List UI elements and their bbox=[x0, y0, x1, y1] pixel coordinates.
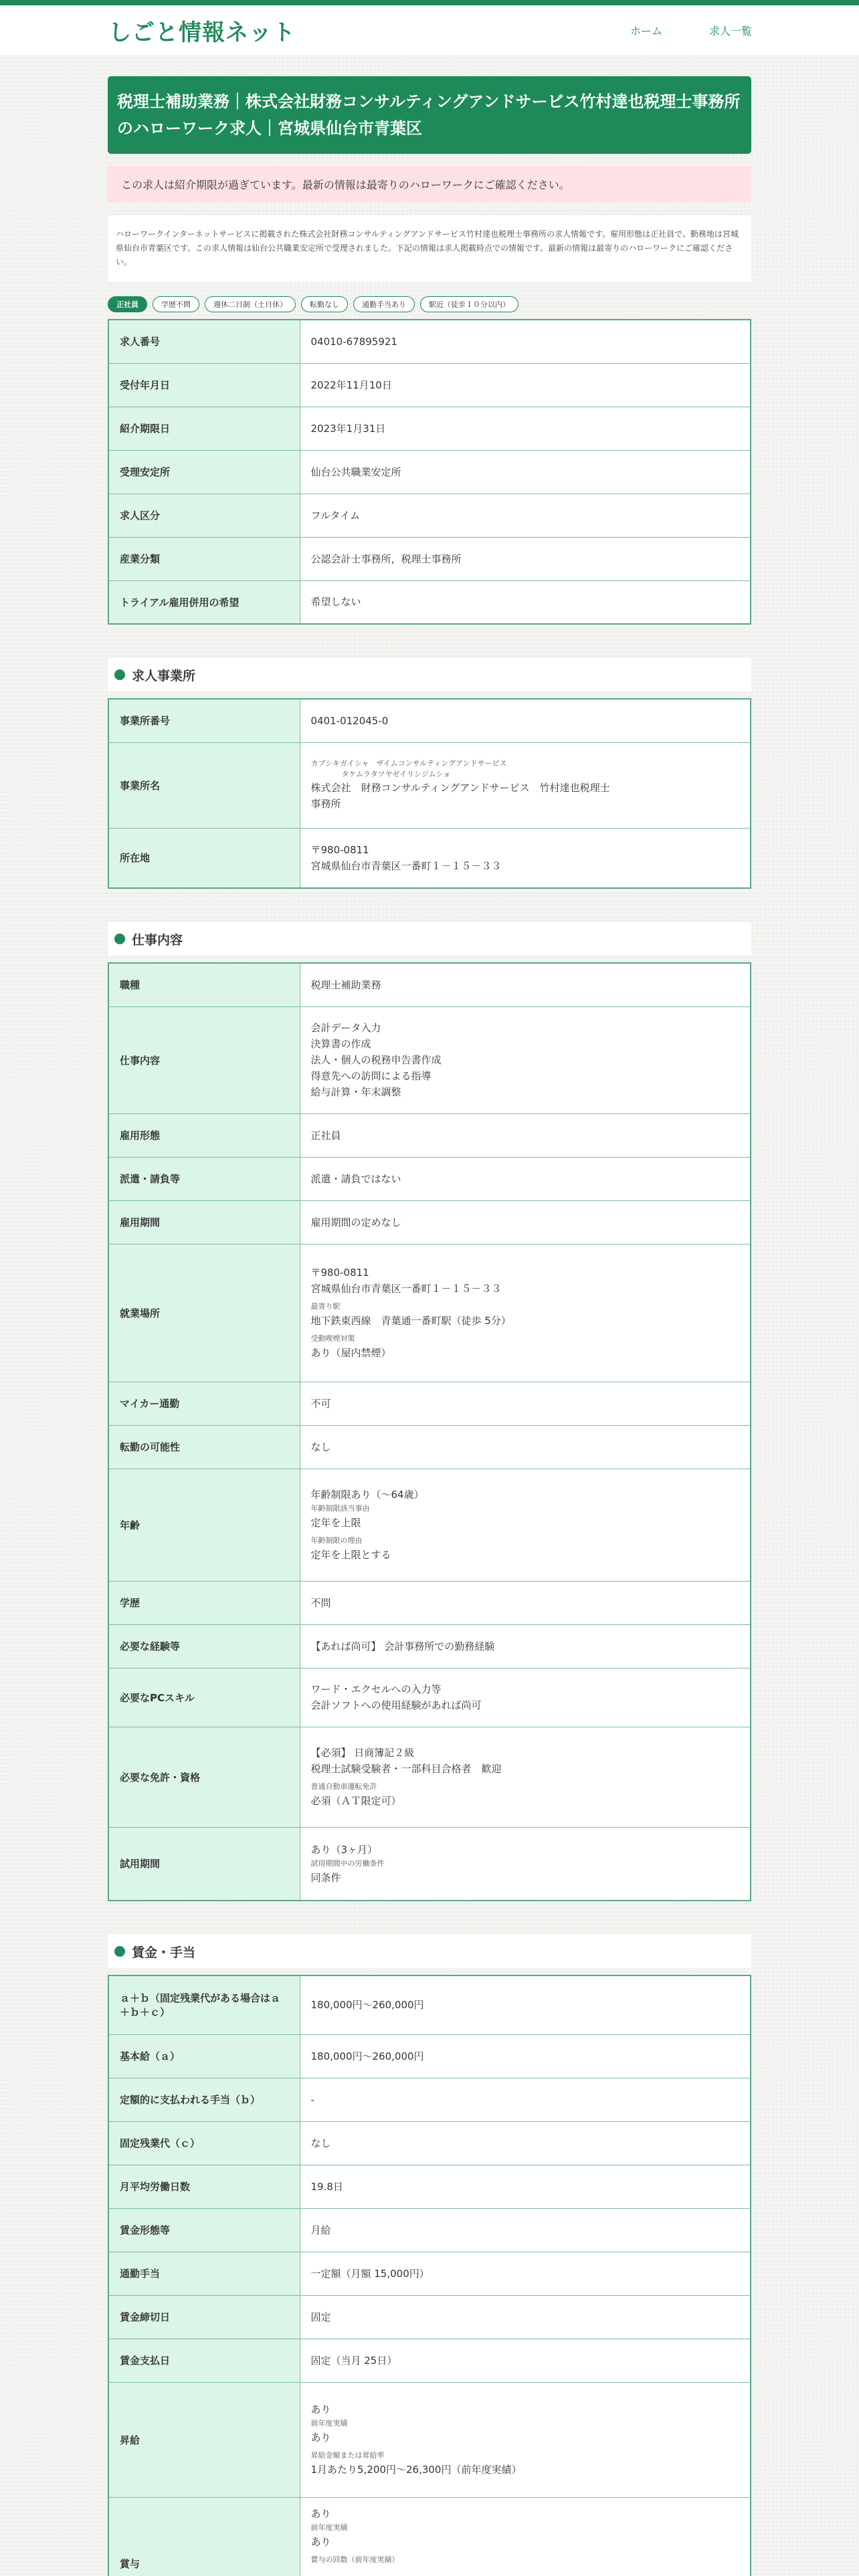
pc-skill: ワード・エクセルへの入力等 bbox=[310, 1683, 442, 1695]
table-row bbox=[108, 2078, 751, 2121]
table-row bbox=[108, 828, 751, 888]
row-label: 転勤の可能性 bbox=[108, 1425, 300, 1469]
table-row bbox=[108, 1382, 751, 1425]
section-office-heading bbox=[108, 658, 751, 691]
row-value: 一定額（月額 15,000円） bbox=[300, 2252, 751, 2295]
office-address-cell bbox=[300, 828, 751, 888]
nearest-station: 地下鉄東西線 青葉通一番町駅（徒歩 5分） bbox=[310, 1315, 511, 1327]
row-value: 固定 bbox=[300, 2295, 751, 2339]
row-value: 180,000円〜260,000円 bbox=[300, 1975, 751, 2034]
row-value: 不可 bbox=[300, 1382, 751, 1425]
site-logo[interactable]: しごと情報ネット bbox=[108, 19, 296, 46]
table-row bbox=[108, 1006, 751, 1113]
bonus-value: あり bbox=[310, 2507, 331, 2520]
row-label: 受付年月日 bbox=[108, 363, 300, 407]
office-table bbox=[108, 698, 751, 889]
row-value: 04010-67895921 bbox=[300, 320, 751, 363]
table-row bbox=[108, 2252, 751, 2295]
table-row bbox=[108, 1727, 751, 1827]
row-value: フルタイム bbox=[300, 494, 751, 537]
office-address: 宮城県仙台市青葉区一番町１－１５－３３ bbox=[310, 859, 502, 872]
row-label: 賃金締切日 bbox=[108, 2295, 300, 2339]
content-line: 決算書の作成 bbox=[310, 1038, 371, 1050]
raise-prev: あり bbox=[310, 2432, 331, 2444]
raise-cell bbox=[300, 2382, 751, 2497]
row-value: 月給 bbox=[300, 2208, 751, 2252]
row-label: 雇用形態 bbox=[108, 1113, 300, 1157]
row-label: 職種 bbox=[108, 963, 300, 1006]
row-value: なし bbox=[300, 1425, 751, 1469]
office-name-kana-2: タケムラタツヤゼイリシジムショ bbox=[341, 770, 451, 778]
bullet-dot-icon bbox=[114, 669, 125, 680]
row-label: 必要なPCスキル bbox=[108, 1668, 300, 1727]
row-label: 学歴 bbox=[108, 1581, 300, 1624]
table-row bbox=[108, 2382, 751, 2497]
table-row bbox=[108, 2121, 751, 2165]
row-value: 不問 bbox=[300, 1581, 751, 1624]
sub-label: 賞与の回数（前年度実績） bbox=[310, 2555, 399, 2564]
basic-info-table bbox=[108, 319, 751, 625]
postal-code: 〒980-0811 bbox=[310, 1267, 369, 1279]
section-title-text: 仕事内容 bbox=[132, 932, 183, 948]
table-row bbox=[108, 742, 751, 828]
row-value: 公認会計士事務所，税理士事務所 bbox=[300, 537, 751, 580]
row-value: 0401-012045-0 bbox=[300, 699, 751, 742]
row-label: 固定残業代（ｃ） bbox=[108, 2121, 300, 2165]
table-row bbox=[108, 537, 751, 580]
pc-skill-cell bbox=[300, 1668, 751, 1727]
wage-table bbox=[108, 1975, 751, 2576]
table-row bbox=[108, 1200, 751, 1244]
raise-value: あり bbox=[310, 2403, 331, 2416]
trial-condition: 同条件 bbox=[310, 1871, 341, 1884]
row-value: 仙台公共職業安定所 bbox=[300, 450, 751, 494]
pc-skill: 会計ソフトへの使用経験があれば尚可 bbox=[310, 1699, 482, 1711]
section-wage-heading bbox=[108, 1935, 751, 1968]
age-reason: 定年を上限 bbox=[310, 1517, 361, 1529]
row-value: 180,000円〜260,000円 bbox=[300, 2034, 751, 2078]
site-header bbox=[0, 5, 859, 55]
job-table bbox=[108, 962, 751, 1901]
table-row bbox=[108, 450, 751, 494]
row-label: 雇用期間 bbox=[108, 1200, 300, 1244]
row-label: 求人区分 bbox=[108, 494, 300, 537]
row-label: 所在地 bbox=[108, 828, 300, 888]
tag-education: 学歴不問 bbox=[153, 296, 199, 312]
sub-label: 昇給金額または昇給率 bbox=[310, 2451, 385, 2460]
table-row bbox=[108, 407, 751, 450]
row-label: 仕事内容 bbox=[108, 1006, 300, 1113]
table-row bbox=[108, 1113, 751, 1157]
row-label: 産業分類 bbox=[108, 537, 300, 580]
sub-label: 年齢制限該当事由 bbox=[310, 1504, 370, 1513]
row-label: 試用期間 bbox=[108, 1827, 300, 1901]
tag-list bbox=[108, 296, 751, 312]
row-label: 紹介期限日 bbox=[108, 407, 300, 450]
main-content bbox=[108, 55, 751, 2576]
row-label: 基本給（ａ） bbox=[108, 2034, 300, 2078]
sub-label: 前年度実績 bbox=[310, 2419, 348, 2428]
table-row bbox=[108, 1624, 751, 1668]
office-name-cell bbox=[300, 742, 751, 828]
raise-amount: 1月あたり5,200円〜26,300円（前年度実績） bbox=[310, 2464, 522, 2476]
age-limit: 年齢制限あり（～64歳） bbox=[310, 1489, 424, 1501]
sub-label: 普通自動車運転免許 bbox=[310, 1782, 377, 1791]
table-row bbox=[108, 1975, 751, 2034]
section-title-text: 賃金・手当 bbox=[132, 1945, 196, 1960]
trial-period: あり（3ヶ月） bbox=[310, 1843, 378, 1856]
row-value: - bbox=[300, 2078, 751, 2121]
job-content-cell bbox=[300, 1006, 751, 1113]
row-value: 固定（当月 25日） bbox=[300, 2339, 751, 2382]
smoking-policy: あり（屋内禁煙） bbox=[310, 1347, 391, 1359]
row-label: トライアル雇用併用の希望 bbox=[108, 580, 300, 624]
age-why: 定年を上限とする bbox=[310, 1549, 391, 1561]
top-accent-bar bbox=[0, 0, 859, 5]
row-label: 賃金支払日 bbox=[108, 2339, 300, 2382]
license-welcome: 税理士試験受験者・一部科目合格者 歓迎 bbox=[310, 1763, 502, 1775]
row-value: 希望しない bbox=[300, 580, 751, 624]
row-label: マイカー通勤 bbox=[108, 1382, 300, 1425]
row-label: 賞与 bbox=[108, 2497, 300, 2576]
sub-label: 受動喫煙対策 bbox=[310, 1334, 355, 1343]
main-nav bbox=[630, 23, 752, 38]
row-label: 必要な経験等 bbox=[108, 1624, 300, 1668]
content-line: 得意先への訪問による指導 bbox=[310, 1070, 432, 1082]
workplace-cell bbox=[300, 1244, 751, 1382]
table-row bbox=[108, 1827, 751, 1901]
row-label: 受理安定所 bbox=[108, 450, 300, 494]
table-row bbox=[108, 1425, 751, 1469]
license-cell bbox=[300, 1727, 751, 1827]
row-label: ａ＋ｂ（固定残業代がある場合はａ＋ｂ＋ｃ） bbox=[108, 1975, 300, 2034]
table-row bbox=[108, 2497, 751, 2576]
page-title: 税理士補助業務｜株式会社財務コンサルティングアンドサービス竹村達也税理士事務所のハローワーク求人｜宮城県仙台市青葉区 bbox=[108, 76, 751, 154]
row-label: 年齢 bbox=[108, 1469, 300, 1581]
table-row bbox=[108, 2295, 751, 2339]
table-row bbox=[108, 1469, 751, 1581]
table-row bbox=[108, 2165, 751, 2208]
row-value: 19.8日 bbox=[300, 2165, 751, 2208]
table-row bbox=[108, 1244, 751, 1382]
table-row bbox=[108, 1581, 751, 1624]
sub-label: 年齢制限の理由 bbox=[310, 1536, 363, 1545]
bullet-dot-icon bbox=[114, 934, 125, 944]
nav-job-list-link[interactable]: 求人一覧 bbox=[708, 24, 752, 37]
row-label: 必要な免許・資格 bbox=[108, 1727, 300, 1827]
table-row bbox=[108, 1157, 751, 1200]
table-row bbox=[108, 699, 751, 742]
row-label: 賃金形態等 bbox=[108, 2208, 300, 2252]
expired-notice: この求人は紹介期限が過ぎています。最新の情報は最寄りのハローワークにご確認ください。 bbox=[108, 166, 751, 202]
row-label: 事業所番号 bbox=[108, 699, 300, 742]
row-value: 2022年11月10日 bbox=[300, 363, 751, 407]
table-row bbox=[108, 363, 751, 407]
sub-label: 前年度実績 bbox=[310, 2523, 348, 2532]
age-cell bbox=[300, 1469, 751, 1581]
nav-home-link[interactable]: ホーム bbox=[630, 24, 662, 37]
table-row bbox=[108, 580, 751, 624]
content-line: 給与計算・年末調整 bbox=[310, 1086, 401, 1098]
tag-station: 駅近（徒歩１０分以内） bbox=[420, 296, 518, 312]
tag-no-transfer: 転勤なし bbox=[301, 296, 348, 312]
row-value: 派遣・請負ではない bbox=[300, 1157, 751, 1200]
table-row bbox=[108, 320, 751, 363]
content-line: 会計データ入力 bbox=[310, 1022, 381, 1034]
office-name: 株式会社 財務コンサルティングアンドサービス 竹村達也税理士 bbox=[310, 782, 610, 794]
row-label: 事業所名 bbox=[108, 742, 300, 828]
table-row bbox=[108, 963, 751, 1006]
postal-code: 〒980-0811 bbox=[310, 843, 369, 856]
content-line: 法人・個人の税務申告書作成 bbox=[310, 1054, 442, 1066]
table-row bbox=[108, 494, 751, 537]
license-required: 【必須】 日商簿記２級 bbox=[310, 1747, 415, 1759]
row-label: 就業場所 bbox=[108, 1244, 300, 1382]
section-job-heading bbox=[108, 922, 751, 956]
trial-cell bbox=[300, 1827, 751, 1901]
table-row bbox=[108, 1668, 751, 1727]
row-label: 定額的に支払われる手当（ｂ） bbox=[108, 2078, 300, 2121]
bullet-dot-icon bbox=[114, 1946, 125, 1957]
row-value: 【あれば尚可】 会計事務所での勤務経験 bbox=[300, 1624, 751, 1668]
table-row bbox=[108, 2034, 751, 2078]
sub-label: 試用期間中の労働条件 bbox=[310, 1858, 385, 1868]
row-label: 派遣・請負等 bbox=[108, 1157, 300, 1200]
workplace-address: 宮城県仙台市青葉区一番町１－１５－３３ bbox=[310, 1283, 502, 1295]
bonus-prev: あり bbox=[310, 2535, 331, 2548]
row-value: 正社員 bbox=[300, 1113, 751, 1157]
row-value: 雇用期間の定めなし bbox=[300, 1200, 751, 1244]
row-value: 2023年1月31日 bbox=[300, 407, 751, 450]
row-value: 税理士補助業務 bbox=[300, 963, 751, 1006]
table-row bbox=[108, 2339, 751, 2382]
bonus-cell bbox=[300, 2497, 751, 2576]
tag-holiday: 週休二日制（土日休） bbox=[205, 296, 296, 312]
table-row bbox=[108, 2208, 751, 2252]
row-label: 通勤手当 bbox=[108, 2252, 300, 2295]
section-title-text: 求人事業所 bbox=[132, 668, 196, 683]
job-description: ハローワークインターネットサービスに掲載された株式会社財務コンサルティングアンドサービス竹村達也税理士事務所の求人情報です。雇用形態は正社員で、勤務地は宮城県仙台市青葉区です。この求人情報は仙台公共職業安定所で受理されました。下記の情報は求人掲載時点での情報です。最新の情報は最寄りのハローワークにご確認ください。 bbox=[108, 215, 751, 282]
row-label: 昇給 bbox=[108, 2382, 300, 2497]
license-driver: 必須（ＡＴ限定可） bbox=[310, 1795, 401, 1807]
sub-label: 最寄り駅 bbox=[310, 1302, 341, 1311]
row-value: なし bbox=[300, 2121, 751, 2165]
tag-commute: 通勤手当あり bbox=[353, 296, 415, 312]
row-label: 月平均労働日数 bbox=[108, 2165, 300, 2208]
office-name-2: 事務所 bbox=[310, 798, 341, 810]
tag-employment: 正社員 bbox=[108, 296, 147, 312]
row-label: 求人番号 bbox=[108, 320, 300, 363]
office-name-kana: カブシキガイシャ ザイムコンサルティングアンドサービス bbox=[310, 759, 507, 768]
